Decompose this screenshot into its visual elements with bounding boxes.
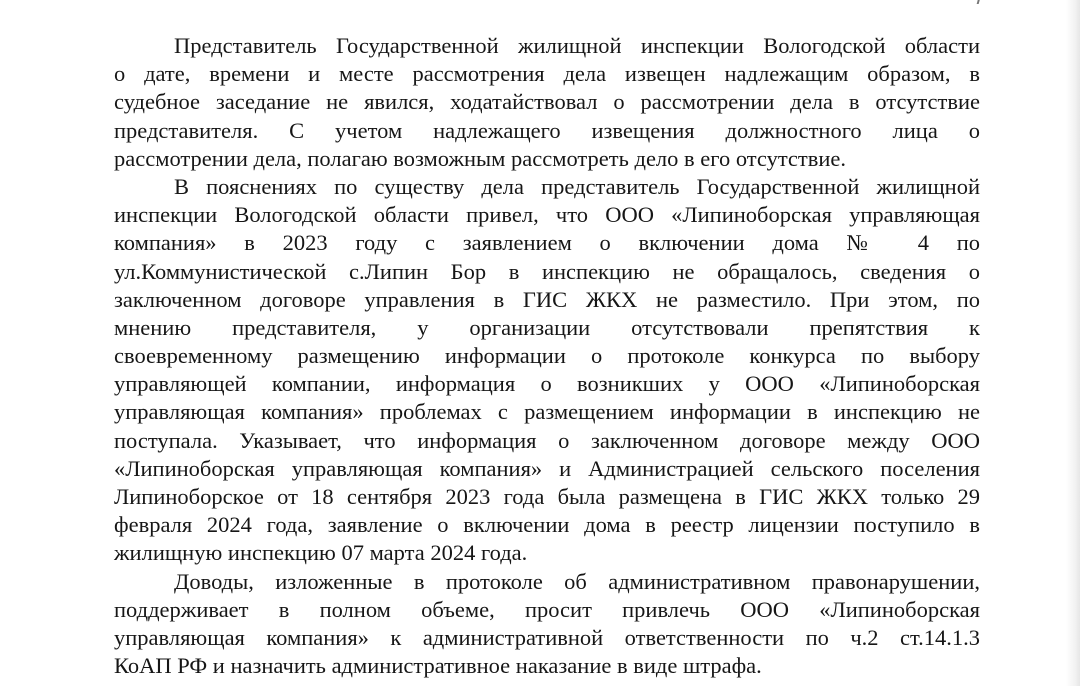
text-line: поддерживает в полном объеме, просит привлечь ООО «Липиноборская — [114, 596, 980, 622]
text-line: ул.Коммунистической с.Липин Бор в инспекцию не обращалось, сведения о — [114, 258, 980, 284]
text-line: В пояснениях по существу дела представитель Государственной жилищной — [174, 173, 980, 199]
page-edge-mark — [971, 0, 982, 4]
text-line: судебное заседание не явился, ходатайствовал о рассмотрении дела в отсутствие — [114, 89, 980, 115]
text-line: февраля 2024 года, заявление о включении дома в реестр лицензии поступило в — [114, 512, 980, 538]
text-line: Липиноборское от 18 сентября 2023 года была размещена в ГИС ЖКХ только 29 — [114, 484, 980, 509]
text-line: управляющая компания» к административной ответственности по ч.2 ст.14.1.3 — [114, 624, 980, 650]
text-line: поступала. Указывает, что информация о заключенном договоре между ООО — [114, 427, 980, 453]
text-line: своевременному размещению информации о протоколе конкурса по выбору — [114, 343, 980, 369]
text-line: заключенном договоре управления в ГИС ЖКХ не разместило. При этом, по — [114, 286, 980, 312]
text-line: жилищную инспекцию 07 марта 2024 года. — [114, 540, 528, 566]
page-right-edge — [1066, 0, 1080, 686]
text-line: КоАП РФ и назначить административное наказание в виде штрафа. — [114, 653, 762, 679]
text-line: представителя. С учетом надлежащего извещения должностного лица о — [114, 117, 980, 143]
paragraph-arguments — [114, 568, 980, 681]
text-line: «Липиноборская управляющая компания» и Администрацией сельского поселения — [114, 455, 980, 481]
text-line: Представитель Государственной жилищной инспекции Вологодской области — [174, 33, 980, 58]
document-body — [114, 32, 980, 680]
paragraph-representative-absence — [114, 32, 980, 173]
text-line: управляющей компании, информация о возникших у ООО «Липиноборская — [114, 371, 980, 397]
text-line: инспекции Вологодской области привел, что ООО «Липиноборская управляющая — [114, 202, 980, 228]
text-line: рассмотрении дела, полагаю возможным рассмотреть дело в его отсутствие. — [114, 145, 847, 171]
text-line: управляющая компания» проблемах с размещением информации в инспекцию не — [114, 399, 980, 425]
text-line: о дате, времени и месте рассмотрения дела извещен надлежащим образом, в — [114, 61, 980, 87]
text-line: компания» в 2023 году с заявлением о включении дома № 4 по — [114, 230, 980, 256]
text-line: мнению представителя, у организации отсутствовали препятствия к — [114, 314, 980, 340]
text-line: Доводы, изложенные в протоколе об административном правонарушении, — [174, 568, 980, 594]
paragraph-explanations — [114, 173, 980, 568]
